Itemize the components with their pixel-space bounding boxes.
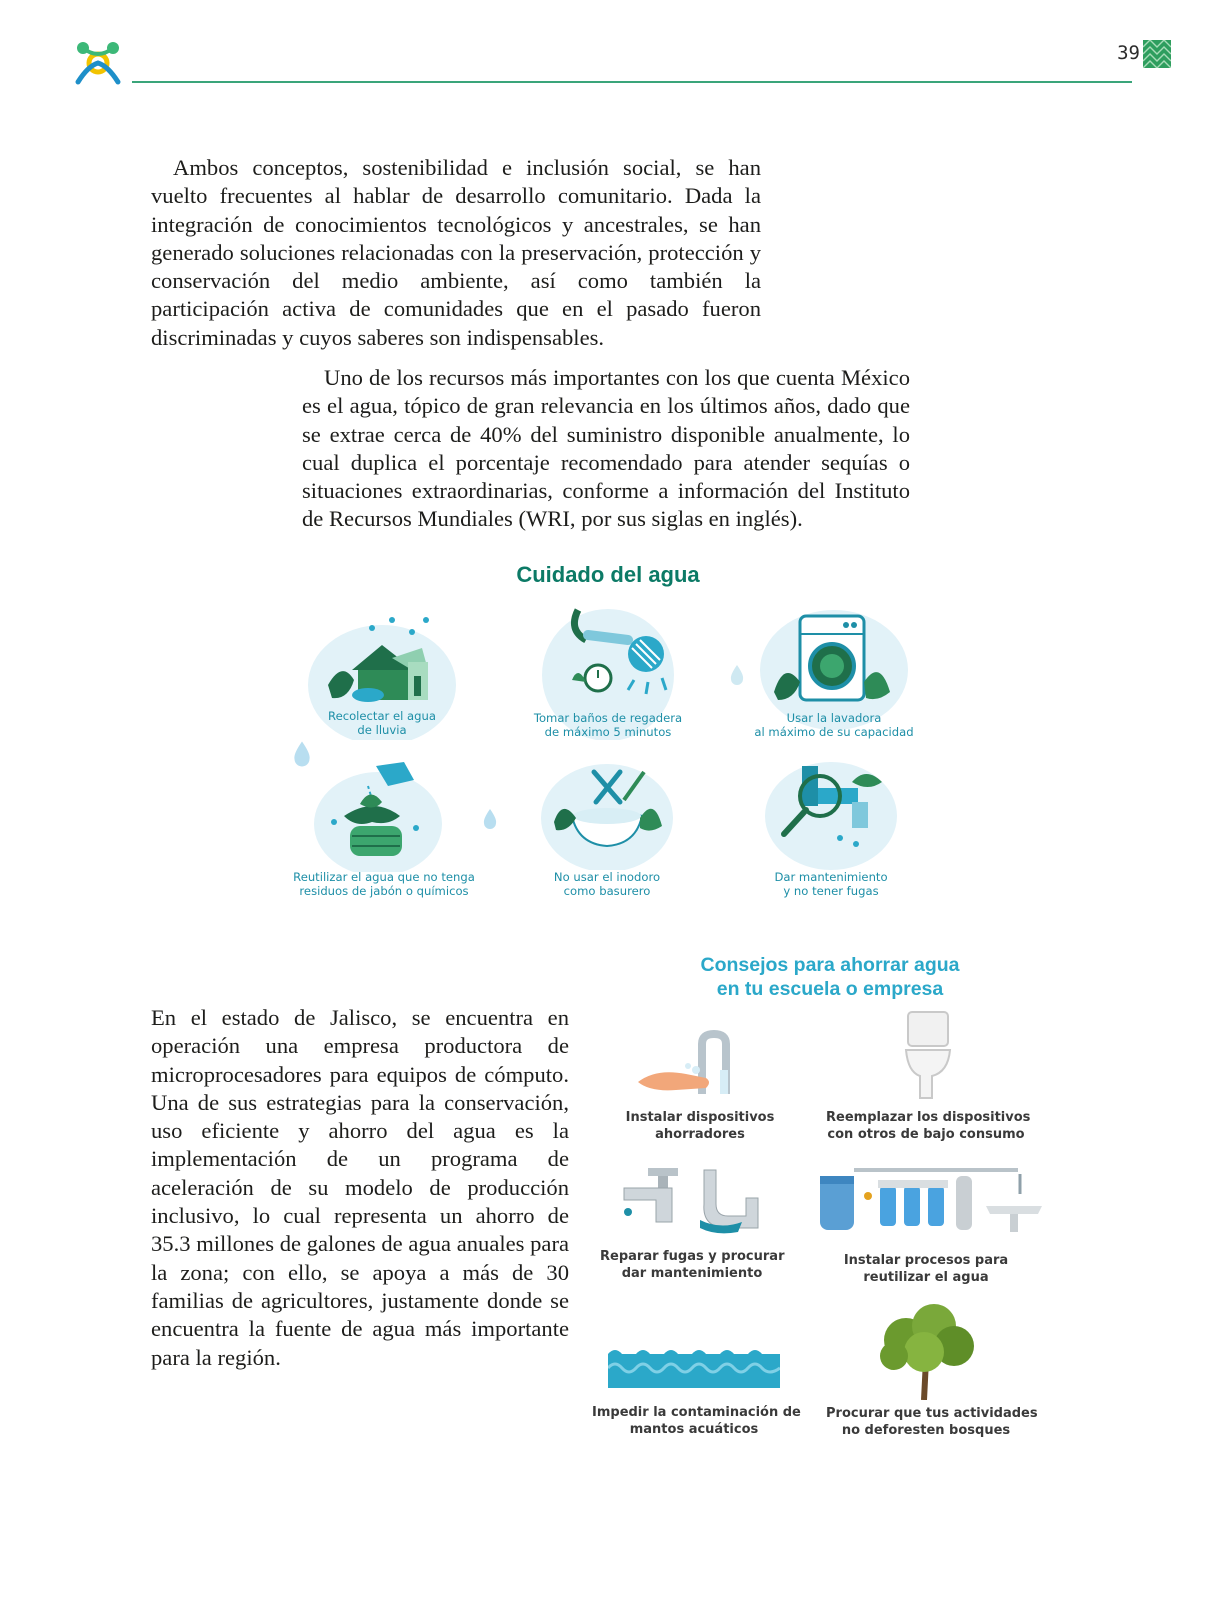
header-rule [132, 81, 1132, 83]
toilet-icon [902, 1010, 954, 1102]
watering-plant-icon [304, 756, 464, 872]
tile-toilet-trash [532, 752, 682, 870]
water-drop-icon [729, 664, 745, 686]
paragraph-intro: Ambos conceptos, sostenibilidad e inclusión social, se han vuelto frecuentes al hablar de desarrollo comunitario. Dada la integración de conocimientos tecnológicos y ancestrales, se han generado soluciones relacionadas con la preservación, protección y conservación del medio ambiente, así como también la participación activa de comunidades que en el pasado fueron discriminadas y cuyos saberes son indispensables. [151, 155, 761, 350]
water-drop-icon [292, 740, 312, 768]
figure-2-title: Consejos para ahorrar agua en tu escuela o empresa [700, 954, 960, 1000]
publisher-logo-icon [74, 40, 122, 86]
caption-reuse-water: Reutilizar el agua que no tenga residuos de jabón o químicos [293, 870, 475, 898]
caption-fix-leaks-maintenance: Reparar fugas y procurar dar mantenimiento [600, 1249, 785, 1281]
paragraph-water-mexico: Uno de los recursos más importantes con los que cuenta México es el agua, tópico de gran relevancia en los últimos años, dado que se extrae cerca de 40% del suministro disponible anualmente, lo cual duplica el porcentaje recomendado para atender sequías o situaciones extraordinarias, conforme a información del Instituto de Recursos Mundiales (WRI, por sus siglas en inglés). [302, 365, 910, 532]
page-pattern-icon [1143, 40, 1171, 68]
caption-fix-leaks: Dar mantenimiento y no tener fugas [774, 870, 888, 898]
water-waves-icon [608, 1344, 780, 1388]
caption-toilet-trash: No usar el inodoro como basurero [553, 870, 661, 898]
pipe-repair-icon [756, 752, 906, 870]
caption-short-shower: Tomar baños de regadera de máximo 5 minutos [533, 711, 683, 739]
tile-fix-leaks [756, 752, 906, 870]
caption-replace-devices: Reemplazar los dispositivos con otros de bajo consumo [826, 1110, 1031, 1142]
figure-1-title: Cuidado del agua [516, 562, 700, 587]
caption-full-washer: Usar la lavadora al máximo de su capacidad [754, 711, 914, 739]
caption-saving-devices: Instalar dispositivos ahorradores [625, 1110, 775, 1142]
paragraph-jalisco: En el estado de Jalisco, se encuentra en operación una empresa productora de microprocesadores para equipos de cómputo. Una de sus estrategias para la conservación, uso eficiente y ahorro del agua es la implementación de un programa de aceleración de su modelo de producción inclusivo, lo cual representa un ahorro de 35.3 millones de galones de agua anuales para la zona; con ello, se apoya a más de 30 familias de agricultores, justamente donde se encuentra la fuente de agua más importante para la región. [151, 1005, 569, 1370]
leaking-pipe-icon [620, 1164, 760, 1234]
water-drop-icon [482, 808, 498, 830]
caption-prevent-contamination: Impedir la contaminación de mantos acuáticos [592, 1405, 801, 1437]
faucet-hand-icon [636, 1030, 736, 1098]
caption-no-deforestation: Procurar que tus actividades no deforesten bosques [826, 1406, 1038, 1438]
toilet-icon [532, 752, 682, 870]
filter-system-icon [818, 1160, 1048, 1236]
caption-rain-collection: Recolectar el agua de lluvia [328, 709, 436, 737]
tree-icon [876, 1304, 980, 1400]
tile-reuse-water [304, 756, 464, 872]
caption-reuse-processes: Instalar procesos para reutilizar el agua [843, 1253, 1009, 1285]
page-number: 39 [1117, 42, 1140, 64]
